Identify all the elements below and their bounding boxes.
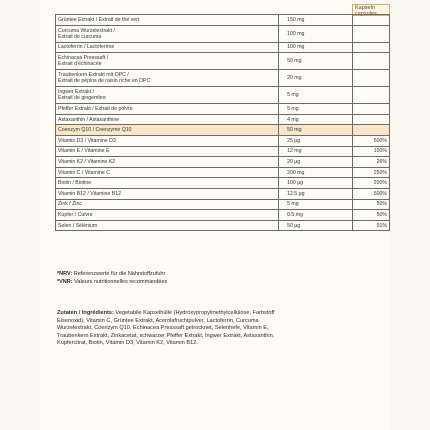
nutrient-name (56, 135, 279, 146)
nutrient-amount: 20 µg (279, 157, 353, 168)
vnr-label: *VNR: (57, 278, 73, 285)
nutrient-nrv-percent: 100% (352, 146, 389, 157)
nutrient-name (56, 146, 279, 157)
nutrient-nrv-percent: 500% (352, 135, 389, 146)
nrv-label: *NRV: (57, 271, 73, 277)
label-top-strip (40, 0, 390, 17)
nrv-text: Referenzwerte für die Nährstoffzufuhr (72, 271, 166, 277)
nutrient-amount: 5 mg (279, 87, 353, 104)
nutrient-name (56, 104, 279, 115)
nutrient-name-line1: Vitamin E / Vitamine E (58, 148, 110, 155)
nutrient-name (56, 220, 279, 231)
nutrient-name-line2: Extrait de pépins de raisin riche en OPC (58, 78, 151, 85)
table-row (56, 220, 390, 231)
nutrient-name-line2: Extrait d'échinacée (58, 61, 102, 68)
nutrient-name (56, 178, 279, 189)
nutrient-nrv-percent (352, 87, 389, 104)
table-row (56, 157, 390, 168)
badge-line1: Kapseln (355, 5, 375, 11)
nutrient-amount: 4 mg (279, 114, 353, 125)
nutrient-amount: 100 mg (279, 25, 353, 42)
nutrient-name (56, 15, 279, 26)
nutrient-name (56, 167, 279, 178)
nutrient-name-line1: Selen / Sélénium (58, 222, 98, 229)
nutrient-name-line2: Extrait de curcuma (58, 33, 102, 40)
nutrient-nrv-percent (352, 70, 389, 87)
nutrient-name-line1: Astaxanthin / Astaxanthine (58, 116, 120, 123)
nutrient-name (56, 53, 279, 70)
nutrient-amount: 5 mg (279, 104, 353, 115)
ingredients-block (57, 310, 292, 348)
table-row (56, 188, 390, 199)
table-row (56, 15, 390, 26)
nutrient-nrv-percent (352, 104, 389, 115)
nutrient-name (56, 70, 279, 87)
nutrient-name (56, 188, 279, 199)
table-row (56, 199, 390, 210)
table-row (56, 42, 390, 53)
table-row (56, 87, 390, 104)
nrv-footnote (57, 271, 387, 286)
nutrient-name (56, 157, 279, 168)
nutrient-nrv-percent (352, 42, 389, 53)
nutrient-amount: 12 mg (279, 146, 353, 157)
nutrient-name (56, 87, 279, 104)
nutrient-name (56, 25, 279, 42)
nutrient-name (56, 199, 279, 210)
nutrient-name-line1: Traubenkern Extrakt mit OPC / (58, 72, 129, 79)
table-row (56, 25, 390, 42)
nutrient-name-line1: Curcuma Wurzelextrakt / (58, 27, 115, 34)
nutrient-name-line1: Vitamin C / Vitamine C (58, 169, 110, 176)
nutrient-nrv-percent (352, 15, 389, 26)
nutrient-name (56, 125, 279, 136)
nutrient-nrv-percent (352, 25, 389, 42)
nutrient-nrv-percent: 200% (352, 178, 389, 189)
nutrient-name-line1: Grüntee Extrakt / Extrait de thé vert (58, 16, 140, 23)
nutrient-name-line1: Vitamin D3 / Vitamine D3 (58, 137, 116, 144)
nutrient-amount: 100 µg (279, 178, 353, 189)
nutrient-name-line1: Vitamin B12 / Vitamine B12 (58, 190, 121, 197)
nutrient-name-line1: Biotin / Biotine (58, 180, 92, 187)
nutrient-amount: 100 mg (279, 42, 353, 53)
nutrient-amount: 20 mg (279, 70, 353, 87)
nutrient-nrv-percent: 250% (352, 167, 389, 178)
nutrient-amount: 50 µg (279, 220, 353, 231)
nutrient-amount: 50 mg (279, 125, 353, 136)
table-row (56, 146, 390, 157)
nutrient-nrv-percent: 50% (352, 199, 389, 210)
ingredients-text: Vegetabile Kapselhülle (Hydroxypropylmethylcellulose, Farbstoff Eisenoxid), Vitamin C, Grüntee Extrakt, Acerolafruchtpulver, Lactoferrin, Curcuma Wurzelextrakt, Coenzym Q10, Echinacea Presssaft getrocknet, Selenhefe, Vitamin E, Traubenkern Extrakt, Zinkacetat, schwarzer Pfeffer Extrakt, Ingwer Extrakt, Astaxanthin, Kupfercitrat, Biotin, Vitamin D3, Vitamin K2, Vitamin B12. (57, 310, 275, 347)
vnr-text: Valeurs nutritionnelles recommandées (72, 278, 168, 285)
table-row (56, 125, 390, 136)
top-blank (40, 0, 352, 14)
nutrient-name-line1: Vitamin K2 / Vitamine K2 (58, 158, 116, 165)
nutrient-amount: 50 mg (279, 53, 353, 70)
nutrient-nrv-percent (352, 114, 389, 125)
nutrient-amount: 25 µg (279, 135, 353, 146)
nutrient-name (56, 114, 279, 125)
nutrient-name-line1: Pfeffer Extrakt / Extrait de poivre (58, 105, 133, 112)
nutrient-name-line1: Lactoferrin / Lactoferrine (58, 44, 115, 51)
nutrient-nrv-percent: 26% (352, 157, 389, 168)
nutrient-name-line1: Coenzym Q10 / Coenzyme Q10 (58, 127, 132, 134)
table-row (56, 178, 390, 189)
nutrient-name (56, 210, 279, 221)
nutrient-amount: 5 mg (279, 199, 353, 210)
nutrient-name-line2: Extrait de gingembre (58, 95, 106, 102)
nutrient-name-line1: Kupfer / Cuivre (58, 211, 93, 218)
table-row (56, 114, 390, 125)
nutrient-name (56, 42, 279, 53)
nutrient-amount: 200 mg (279, 167, 353, 178)
nutrient-nrv-percent: 91% (352, 220, 389, 231)
table-row (56, 104, 390, 115)
nutrient-nrv-percent: 500% (352, 188, 389, 199)
table-row (56, 135, 390, 146)
nutrient-amount: 150 mg (279, 15, 353, 26)
nutrient-name-line1: Ingwer Extrakt / (58, 89, 95, 96)
nutrient-amount: 0.5 mg (279, 210, 353, 221)
nutrient-name-line1: Zink / Zinc (58, 201, 82, 208)
nutrient-amount: 12.5 µg (279, 188, 353, 199)
badge-line2: capsules (355, 11, 377, 17)
nrv-line (57, 271, 387, 279)
table-row (56, 53, 390, 70)
table-row (56, 210, 390, 221)
nutrient-nrv-percent (352, 125, 389, 136)
table-row (56, 70, 390, 87)
nutrient-nrv-percent (352, 53, 389, 70)
table-row (56, 167, 390, 178)
nutrition-table (55, 14, 390, 231)
nutrient-nrv-percent: 50% (352, 210, 389, 221)
vnr-line (57, 279, 387, 287)
nutrient-name-line1: Echinacea Presssaft / (58, 55, 109, 62)
ingredients-header: Zutaten / Ingrédients: (57, 310, 114, 316)
